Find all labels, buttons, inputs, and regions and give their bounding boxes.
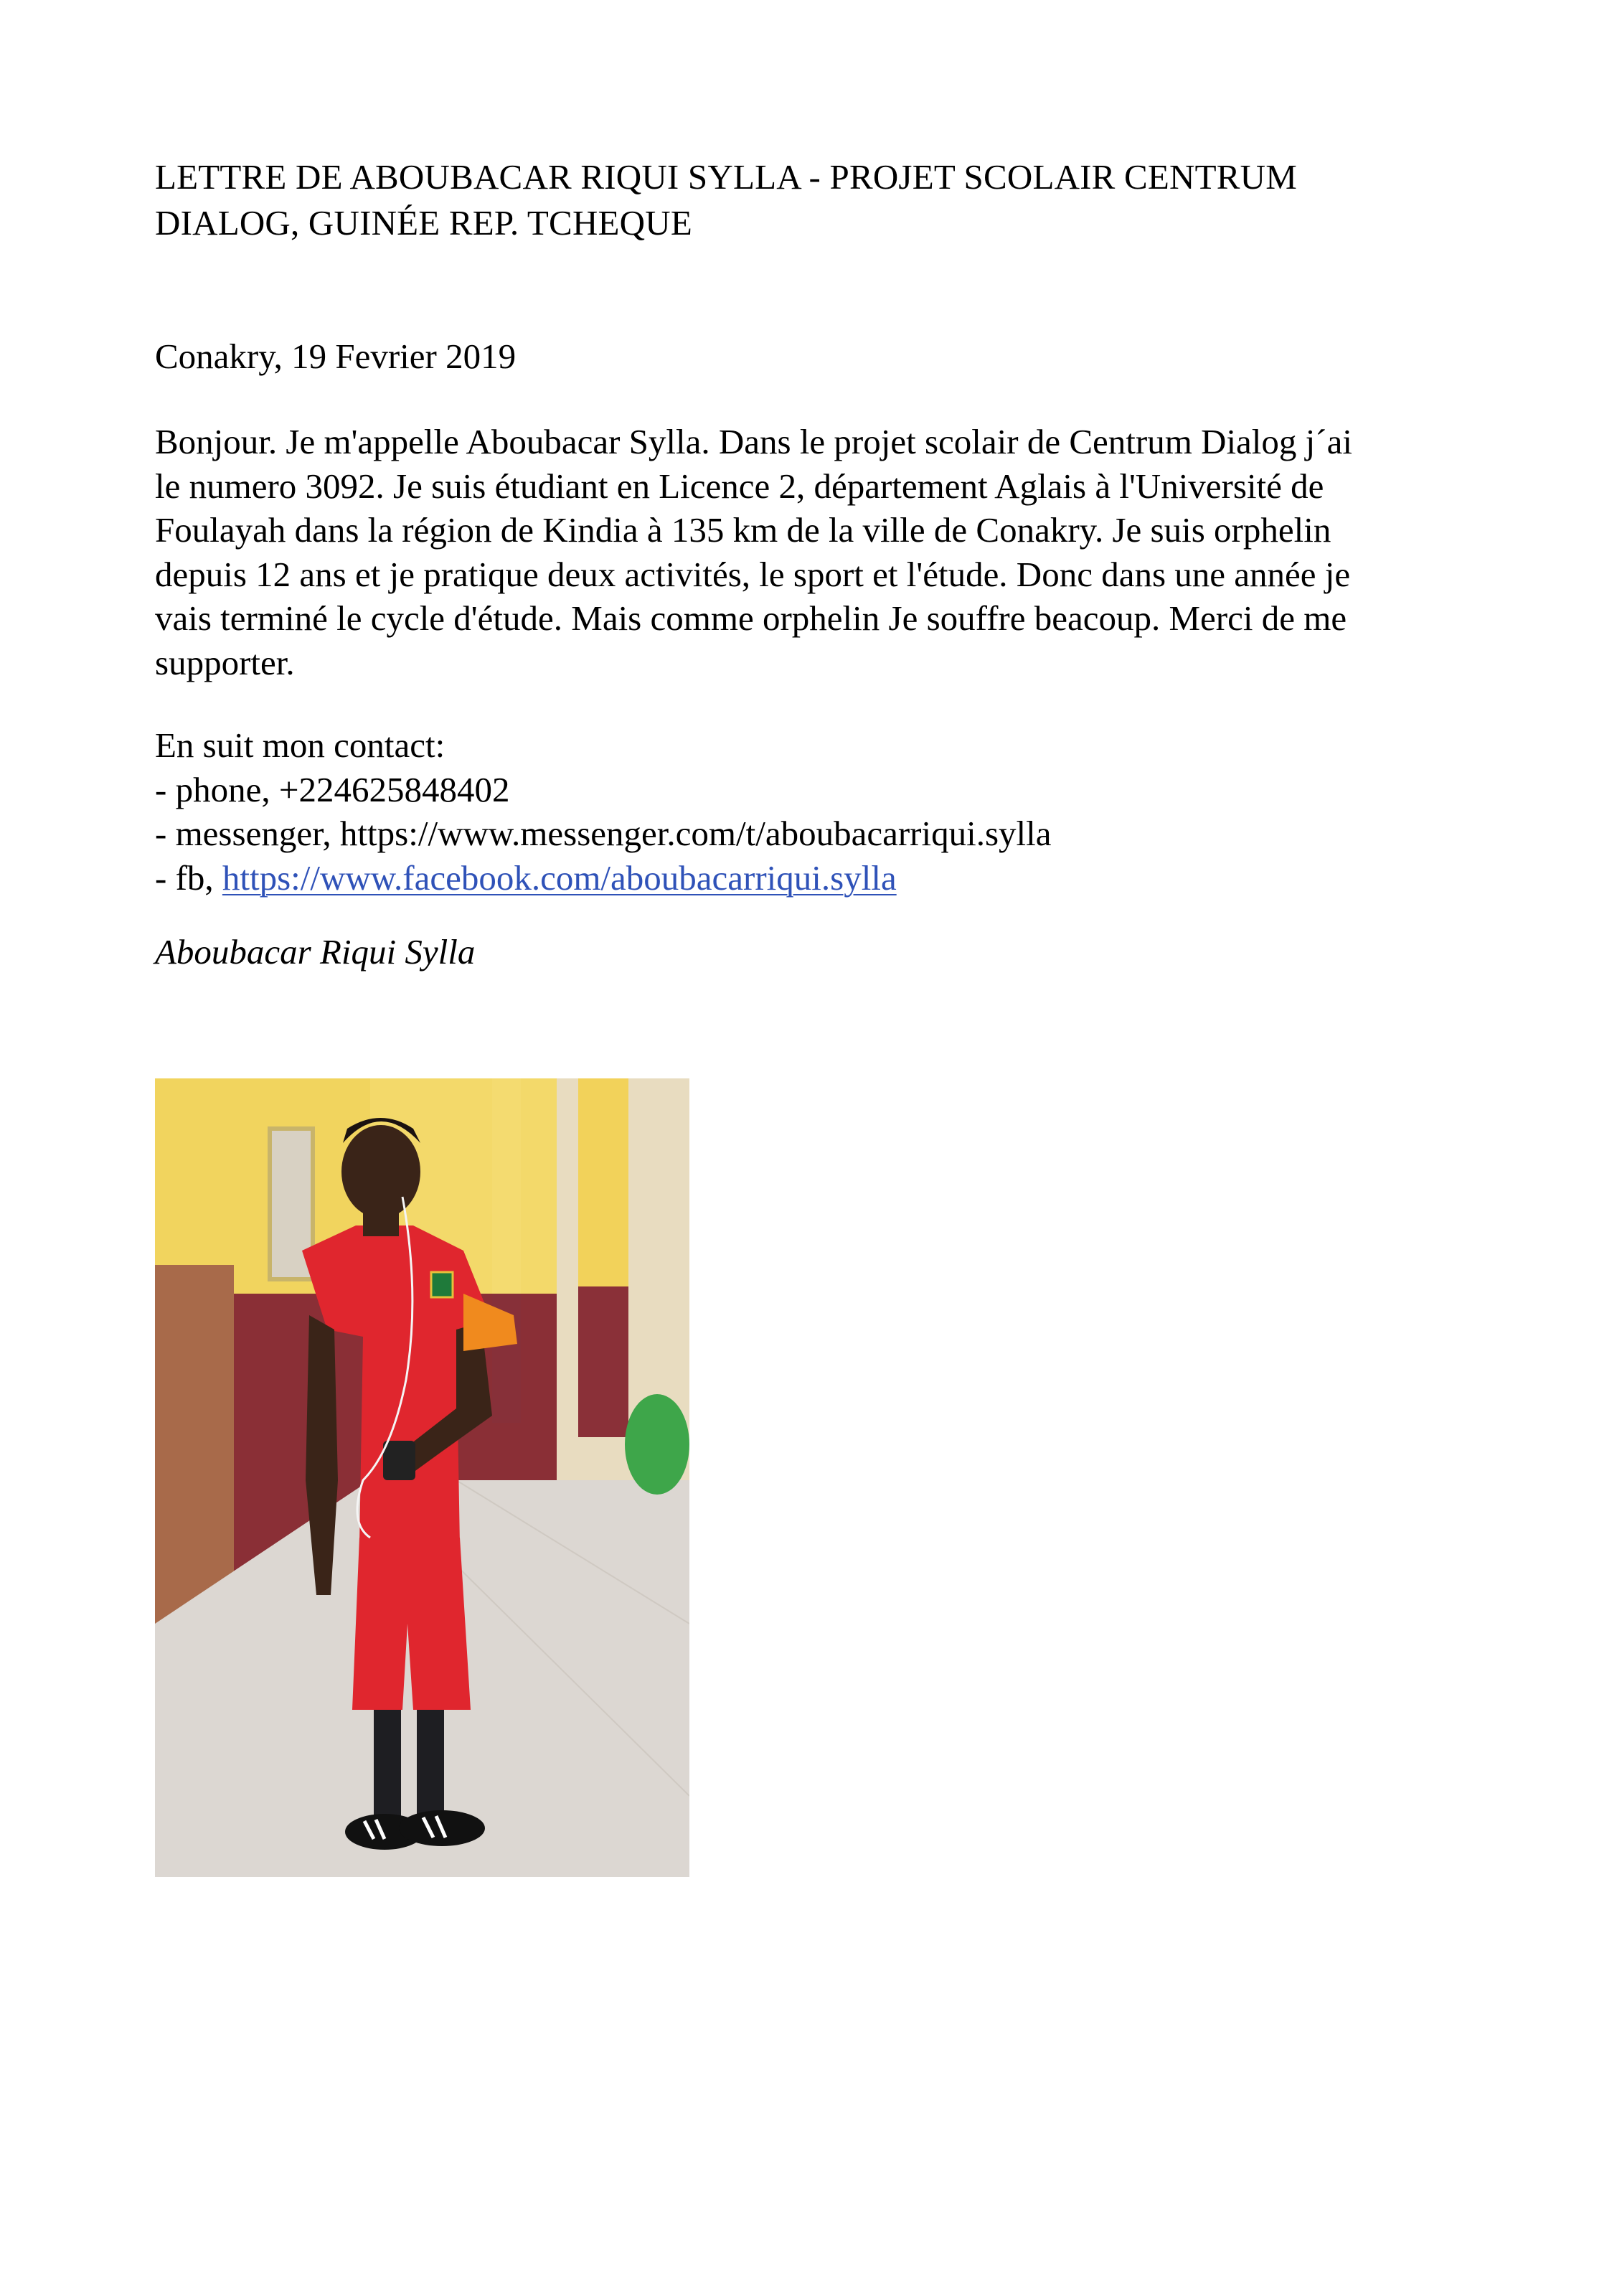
body-line-5: vais terminé le cycle d'étude. Mais comme orphelin Je souffre beacoup. Merci de me (155, 598, 1347, 638)
title-line-1: LETTRE DE ABOUBACAR RIQUI SYLLA - PROJET SCOLAIR CENTRUM (155, 157, 1297, 197)
contact-fb-prefix: - fb, (155, 857, 222, 898)
body-line-2: le numero 3092. Je suis étudiant en Licence 2, département Aglais à l'Université de (155, 466, 1324, 506)
place-date: Conakry, 19 Fevrier 2019 (155, 337, 517, 376)
contact-block (155, 723, 1052, 900)
body-line-6: supporter. (155, 642, 295, 682)
letter-title (155, 154, 1489, 246)
contact-messenger: - messenger, https://www.messenger.com/t/aboubacarriqui.sylla (155, 814, 1052, 853)
signature: Aboubacar Riqui Sylla (155, 932, 476, 971)
contact-phone: - phone, +224625848402 (155, 769, 510, 809)
letter-page (155, 154, 1489, 971)
student-photo-illustration (155, 1078, 689, 1877)
student-photo (155, 1078, 689, 1877)
facebook-link[interactable]: https://www.facebook.com/aboubacarriqui.sylla (222, 857, 897, 898)
contact-fb-row (155, 856, 1052, 900)
contact-heading: En suit mon contact: (155, 725, 445, 765)
letter-body (155, 420, 1489, 684)
body-line-3: Foulayah dans la région de Kindia à 135 km de la ville de Conakry. Je suis orphelin (155, 510, 1331, 550)
body-line-1: Bonjour. Je m'appelle Aboubacar Sylla. Dans le projet scolair de Centrum Dialog j´ai (155, 422, 1352, 461)
title-line-2: DIALOG, GUINÉE REP. TCHEQUE (155, 203, 692, 243)
body-line-4: depuis 12 ans et je pratique deux activités, le sport et l'étude. Donc dans une année je (155, 554, 1351, 594)
